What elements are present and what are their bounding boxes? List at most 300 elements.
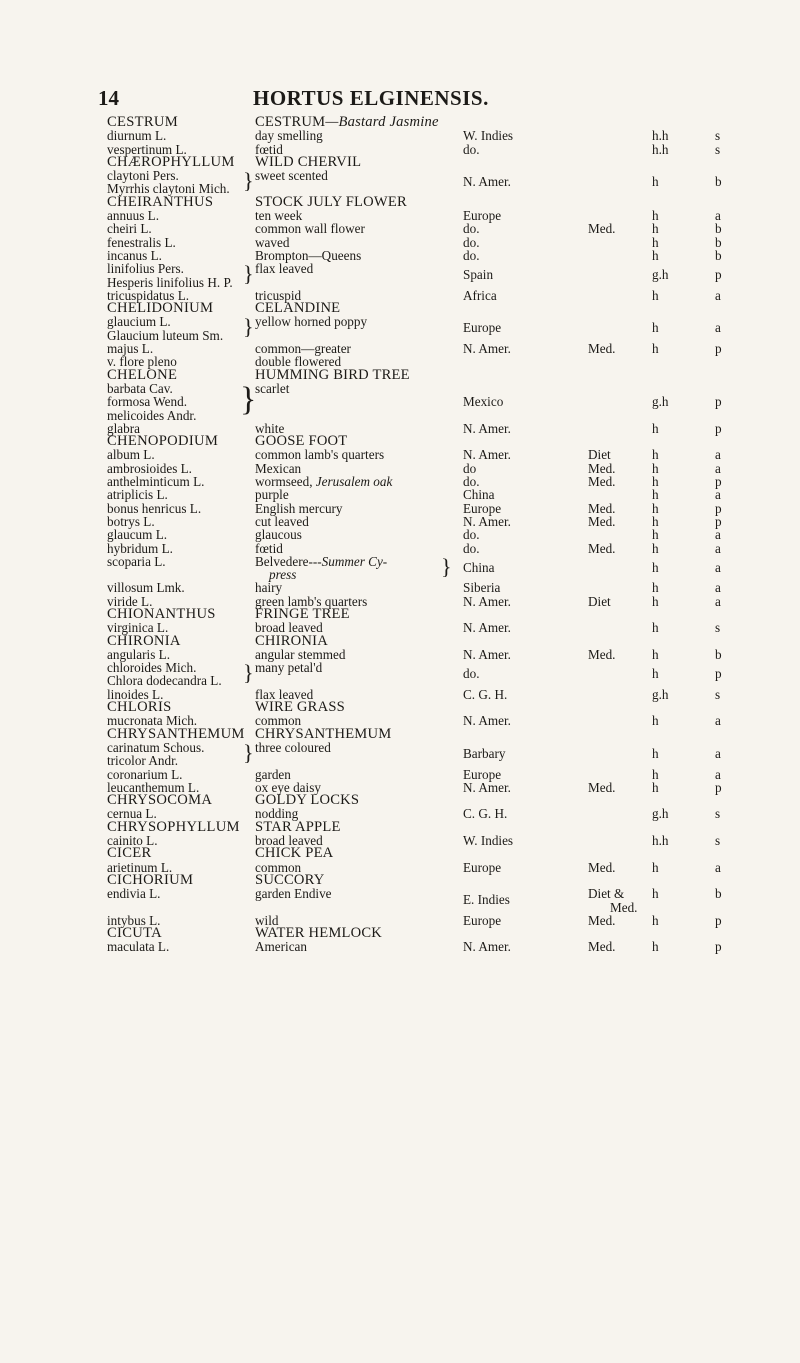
brace-mark: } bbox=[243, 261, 254, 287]
native-region: N. Amer. bbox=[463, 713, 511, 729]
species-row bbox=[0, 315, 800, 342]
genus-row bbox=[0, 605, 800, 622]
duration-code: g.h bbox=[652, 806, 669, 822]
native-region: N. Amer. bbox=[463, 420, 511, 436]
common-name-line bbox=[255, 555, 387, 568]
species-row bbox=[0, 741, 800, 768]
common-name-text: three coloured bbox=[255, 739, 331, 755]
uses: Med. bbox=[588, 513, 616, 529]
species-row bbox=[0, 488, 800, 501]
common-name-text: waved bbox=[255, 234, 290, 250]
duration-code: h bbox=[652, 287, 659, 303]
species-latin: cernua L. bbox=[107, 806, 157, 822]
habit-code: a bbox=[715, 540, 721, 556]
habit-code: p bbox=[715, 474, 722, 490]
species-latin: fenestralis L. bbox=[107, 234, 176, 250]
common-name-alt: press bbox=[269, 567, 297, 583]
native-region: E. Indies bbox=[463, 892, 510, 908]
common-name bbox=[255, 262, 313, 275]
species-row bbox=[0, 448, 800, 461]
duration-code: h bbox=[652, 460, 659, 476]
habit-code: b bbox=[715, 234, 722, 250]
common-name bbox=[255, 169, 328, 182]
species-latin: angularis L. bbox=[107, 646, 170, 662]
habit-code: p bbox=[715, 341, 722, 357]
genus-latin: CICHORIUM bbox=[107, 871, 194, 888]
common-name-text: ox eye daisy bbox=[255, 779, 321, 795]
uses-text: Med. bbox=[610, 899, 638, 915]
species-synonym: Myrrhis claytoni Mich. bbox=[107, 181, 230, 197]
genus-english bbox=[255, 116, 439, 129]
species-latin: album L. bbox=[107, 447, 155, 463]
uses: Med. bbox=[588, 912, 616, 928]
genus-english-name: GOLDY LOCKS bbox=[255, 792, 360, 809]
habit-code: a bbox=[715, 745, 721, 761]
duration-code: h bbox=[652, 447, 659, 463]
species-latin: botrys L. bbox=[107, 513, 155, 529]
species-row bbox=[0, 262, 800, 289]
duration-code: h bbox=[652, 912, 659, 928]
habit-code: p bbox=[715, 500, 722, 516]
genus-english-name: CELANDINE bbox=[255, 300, 341, 317]
common-name bbox=[255, 741, 331, 754]
brace-mark: } bbox=[243, 739, 254, 765]
native-region: do. bbox=[463, 141, 480, 157]
species-row bbox=[0, 648, 800, 661]
common-name bbox=[255, 222, 365, 235]
common-name bbox=[255, 515, 309, 528]
genus-english bbox=[255, 794, 359, 807]
common-name bbox=[255, 462, 301, 475]
common-name bbox=[255, 249, 361, 262]
common-name-text: white bbox=[255, 420, 285, 436]
habit-code: b bbox=[715, 886, 722, 902]
genus-row bbox=[0, 701, 800, 714]
species-row bbox=[0, 249, 800, 262]
common-name-text: common lamb's quarters bbox=[255, 447, 385, 463]
common-name bbox=[255, 448, 384, 461]
habit-code: a bbox=[715, 320, 721, 336]
common-name-text: wild bbox=[255, 912, 279, 928]
genus-english-name: CHICK PEA bbox=[255, 845, 334, 862]
habit-code: a bbox=[715, 447, 721, 463]
common-name bbox=[255, 236, 289, 249]
species-latin: cheiri L. bbox=[107, 221, 152, 237]
brace-mark: } bbox=[240, 380, 257, 418]
species-latin: virginica L. bbox=[107, 620, 169, 636]
species-row bbox=[0, 887, 800, 914]
duration-code: h bbox=[652, 779, 659, 795]
genus-latin: CESTRUM bbox=[107, 114, 179, 130]
species-latin: anthelminticum L. bbox=[107, 474, 205, 490]
genus-english bbox=[255, 605, 350, 622]
species-latin: bonus henricus L. bbox=[107, 500, 202, 516]
duration-code: h bbox=[652, 745, 659, 761]
genus-row bbox=[0, 116, 800, 129]
native-region: Spain bbox=[463, 267, 494, 283]
brace-mark: } bbox=[243, 660, 254, 686]
genus-row bbox=[0, 871, 800, 888]
duration-code: h bbox=[652, 320, 659, 336]
genus-latin: CICER bbox=[107, 845, 152, 862]
species-name: glaucium L. bbox=[107, 314, 171, 330]
running-head: HORTUS ELGINENSIS. bbox=[253, 86, 489, 110]
genus-row bbox=[0, 632, 800, 649]
species-latin: majus L. bbox=[107, 341, 154, 357]
duration-code: h bbox=[652, 208, 659, 224]
species-row bbox=[0, 515, 800, 528]
duration-code: h bbox=[652, 713, 659, 729]
species-row bbox=[0, 940, 800, 953]
species-row bbox=[0, 462, 800, 475]
duration-code: h bbox=[652, 766, 659, 782]
uses: Med. bbox=[588, 500, 616, 516]
common-name bbox=[255, 648, 345, 661]
common-name bbox=[255, 129, 323, 142]
common-name bbox=[255, 940, 307, 953]
habit-code: p bbox=[715, 393, 722, 409]
genus-english-name: STAR APPLE bbox=[255, 818, 341, 835]
common-name-text: hairy bbox=[255, 580, 283, 596]
common-name-text: flax leaved bbox=[255, 261, 314, 277]
genus-english-name: CESTRUM bbox=[255, 114, 326, 130]
species-latin: linoides L. bbox=[107, 686, 164, 702]
genus-row bbox=[0, 153, 800, 170]
common-name-text: common bbox=[255, 859, 302, 875]
habit-code: a bbox=[715, 593, 721, 609]
duration-code: h bbox=[652, 500, 659, 516]
native-region: W. Indies bbox=[463, 833, 514, 849]
duration-code: g.h bbox=[652, 686, 669, 702]
common-name bbox=[255, 475, 392, 488]
duration-code: h bbox=[652, 234, 659, 250]
common-name bbox=[255, 382, 289, 395]
duration-code: h bbox=[652, 247, 659, 263]
common-name bbox=[255, 555, 387, 582]
species-latin: scoparia L. bbox=[107, 553, 166, 569]
species-latin bbox=[107, 169, 230, 196]
habit-code: p bbox=[715, 420, 722, 436]
genus-english bbox=[255, 701, 345, 714]
species-latin: arietinum L. bbox=[107, 859, 173, 875]
genus-row bbox=[0, 818, 800, 835]
habit-code: s bbox=[715, 141, 721, 157]
common-name-text: American bbox=[255, 939, 307, 955]
page-number: 14 bbox=[98, 86, 119, 110]
species-row bbox=[0, 581, 800, 594]
common-name bbox=[255, 581, 282, 594]
genus-row bbox=[0, 435, 800, 448]
common-name-text: broad leaved bbox=[255, 833, 323, 849]
common-name-text: yellow horned poppy bbox=[255, 314, 368, 330]
common-name-text: nodding bbox=[255, 806, 299, 822]
genus-english-name: FRINGE TREE bbox=[255, 605, 350, 622]
duration-code: h bbox=[652, 487, 659, 503]
habit-code: a bbox=[715, 713, 721, 729]
common-name-text: double flowered bbox=[255, 354, 342, 370]
native-region: N. Amer. bbox=[463, 779, 511, 795]
species-latin bbox=[107, 315, 223, 342]
common-name-text: garden Endive bbox=[255, 886, 332, 902]
native-region: N. Amer. bbox=[463, 513, 511, 529]
common-name-text: scarlet bbox=[255, 380, 290, 396]
common-name-text: glaucous bbox=[255, 527, 302, 543]
duration-code: h bbox=[652, 580, 659, 596]
genus-latin: CICUTA bbox=[107, 925, 162, 942]
common-name-text: ten week bbox=[255, 208, 303, 224]
genus-english bbox=[255, 366, 410, 383]
native-region: do. bbox=[463, 247, 480, 263]
species-latin: glabra bbox=[107, 420, 140, 436]
species-name: claytoni Pers. bbox=[107, 168, 179, 184]
native-region: Europe bbox=[463, 766, 502, 782]
duration-code: h bbox=[652, 646, 659, 662]
genus-english bbox=[255, 818, 341, 835]
uses: Med. bbox=[588, 779, 616, 795]
genus-english bbox=[255, 847, 333, 860]
native-region: Europe bbox=[463, 320, 502, 336]
catalogue-list bbox=[0, 116, 800, 954]
common-name-text: sweet scented bbox=[255, 168, 328, 184]
species-row bbox=[0, 169, 800, 196]
uses: Diet bbox=[588, 447, 611, 463]
uses bbox=[588, 887, 637, 914]
page-header bbox=[0, 86, 800, 112]
genus-row bbox=[0, 366, 800, 383]
genus-english-name: STOCK JULY FLOWER bbox=[255, 193, 407, 210]
genus-english-name: GOOSE FOOT bbox=[255, 433, 348, 450]
habit-code: p bbox=[715, 779, 722, 795]
species-latin: annuus L. bbox=[107, 208, 160, 224]
common-name-text: common bbox=[255, 713, 302, 729]
genus-english-name: WILD CHERVIL bbox=[255, 153, 362, 170]
genus-latin: CHEIRANTHUS bbox=[107, 193, 214, 210]
native-region: N. Amer. bbox=[463, 646, 511, 662]
genus-english bbox=[255, 927, 382, 940]
species-row bbox=[0, 209, 800, 222]
species-latin: diurnum L. bbox=[107, 128, 167, 144]
common-name-text: broad leaved bbox=[255, 620, 323, 636]
native-region: do. bbox=[463, 527, 480, 543]
uses: Med. bbox=[588, 859, 616, 875]
duration-code: h bbox=[652, 221, 659, 237]
species-synonym: Hesperis linifolius H. P. bbox=[107, 274, 233, 290]
habit-code: p bbox=[715, 939, 722, 955]
uses: Med. bbox=[588, 341, 616, 357]
habit-code: s bbox=[715, 128, 721, 144]
species-latin bbox=[107, 262, 233, 289]
habit-code: s bbox=[715, 620, 721, 636]
species-row bbox=[0, 475, 800, 488]
duration-code: h.h bbox=[652, 141, 669, 157]
species-latin: endivia L. bbox=[107, 886, 161, 902]
native-region: China bbox=[463, 487, 495, 503]
native-region: Europe bbox=[463, 912, 502, 928]
common-name bbox=[255, 528, 302, 541]
duration-code: h bbox=[652, 420, 659, 436]
genus-english-alt: —Bastard Jasmine bbox=[325, 114, 439, 130]
genus-row bbox=[0, 302, 800, 315]
duration-code: h bbox=[652, 559, 659, 575]
habit-code: b bbox=[715, 646, 722, 662]
common-name-text: English mercury bbox=[255, 500, 343, 516]
species-latin: villosum Lmk. bbox=[107, 580, 185, 596]
uses: Med. bbox=[588, 540, 616, 556]
common-name-text: purple bbox=[255, 487, 289, 503]
habit-code: s bbox=[715, 806, 721, 822]
common-name bbox=[255, 209, 302, 222]
native-region: N. Amer. bbox=[463, 620, 511, 636]
habit-code: b bbox=[715, 221, 722, 237]
habit-code: a bbox=[715, 766, 721, 782]
genus-english bbox=[255, 153, 362, 170]
native-region: N. Amer. bbox=[463, 593, 511, 609]
duration-code: h bbox=[652, 939, 659, 955]
common-name-text: wormseed, bbox=[255, 474, 316, 490]
common-name-text: day smelling bbox=[255, 128, 323, 144]
uses: Med. bbox=[588, 460, 616, 476]
species-name: carinatum Schous. bbox=[107, 739, 205, 755]
species-row bbox=[0, 382, 800, 422]
uses: Med. bbox=[588, 474, 616, 490]
habit-code: a bbox=[715, 527, 721, 543]
duration-code: g.h bbox=[652, 393, 669, 409]
species-latin: mucronata Mich. bbox=[107, 713, 198, 729]
species-latin: glaucum L. bbox=[107, 527, 168, 543]
common-name-text: Brompton—Queens bbox=[255, 247, 362, 263]
native-region: C. G. H. bbox=[463, 686, 508, 702]
uses: Med. bbox=[588, 646, 616, 662]
genus-row bbox=[0, 725, 800, 742]
common-name bbox=[255, 315, 367, 328]
genus-english bbox=[255, 435, 347, 448]
common-name-text: tricuspid bbox=[255, 287, 302, 303]
habit-code: p bbox=[715, 666, 722, 682]
species-latin bbox=[107, 661, 222, 688]
species-row bbox=[0, 542, 800, 555]
genus-english-name: WATER HEMLOCK bbox=[255, 925, 383, 942]
species-latin bbox=[107, 741, 204, 768]
species-row bbox=[0, 236, 800, 249]
genus-english bbox=[255, 725, 392, 742]
species-latin: tricuspidatus L. bbox=[107, 287, 190, 303]
genus-latin: CHENOPODIUM bbox=[107, 433, 219, 450]
native-region: N. Amer. bbox=[463, 939, 511, 955]
common-name bbox=[255, 542, 283, 555]
species-synonym: Glaucium luteum Sm. bbox=[107, 327, 224, 343]
common-name-text: Mexican bbox=[255, 460, 302, 476]
common-name bbox=[255, 488, 289, 501]
duration-code: h bbox=[652, 540, 659, 556]
native-region: Europe bbox=[463, 208, 502, 224]
native-region: do bbox=[463, 460, 477, 476]
species-name: formosa Wend. bbox=[107, 394, 187, 410]
species-latin: viride L. bbox=[107, 593, 153, 609]
native-region: Africa bbox=[463, 287, 497, 303]
common-name-text: common—greater bbox=[255, 341, 351, 357]
genus-english-name: CHRYSANTHEMUM bbox=[255, 725, 392, 742]
native-region: China bbox=[463, 559, 495, 575]
species-latin: cainito L. bbox=[107, 833, 158, 849]
native-region: N. Amer. bbox=[463, 447, 511, 463]
species-name: barbata Cav. bbox=[107, 380, 173, 396]
native-region: Europe bbox=[463, 859, 502, 875]
species-latin: v. flore pleno bbox=[107, 354, 177, 370]
common-name-text: Belvedere--- bbox=[255, 553, 322, 569]
species-latin: incanus L. bbox=[107, 247, 162, 263]
duration-code: h bbox=[652, 859, 659, 875]
native-region: N. Amer. bbox=[463, 174, 511, 190]
common-name-text: common wall flower bbox=[255, 221, 365, 237]
species-synonym: Chlora dodecandra L. bbox=[107, 673, 222, 689]
species-row bbox=[0, 555, 800, 582]
genus-latin: CHRYSANTHEMUM bbox=[107, 725, 245, 742]
genus-latin: CHRYSOPHYLLUM bbox=[107, 818, 240, 835]
uses: Med. bbox=[588, 939, 616, 955]
genus-row bbox=[0, 794, 800, 807]
habit-code: s bbox=[715, 833, 721, 849]
common-name-text: angular stemmed bbox=[255, 646, 346, 662]
habit-code: a bbox=[715, 487, 721, 503]
habit-code: a bbox=[715, 460, 721, 476]
uses-text: Diet & bbox=[588, 886, 625, 902]
common-name bbox=[255, 342, 351, 355]
genus-english bbox=[255, 302, 340, 315]
genus-latin: CHIRONIA bbox=[107, 632, 181, 649]
habit-code: a bbox=[715, 559, 721, 575]
duration-code: g.h bbox=[652, 267, 669, 283]
species-latin: vespertinum L. bbox=[107, 141, 187, 157]
common-name-text: cut leaved bbox=[255, 513, 309, 529]
duration-code: h.h bbox=[652, 833, 669, 849]
native-region: Europe bbox=[463, 500, 502, 516]
species-row bbox=[0, 502, 800, 515]
species-latin: leucanthemum L. bbox=[107, 779, 200, 795]
native-region: do. bbox=[463, 474, 480, 490]
common-name bbox=[255, 502, 343, 515]
genus-row bbox=[0, 193, 800, 210]
genus-english bbox=[255, 871, 325, 888]
native-region: do. bbox=[463, 221, 480, 237]
duration-code: h bbox=[652, 513, 659, 529]
genus-latin: CHELIDONIUM bbox=[107, 300, 214, 317]
genus-latin: CHLORIS bbox=[107, 699, 172, 716]
genus-english-name: SUCCORY bbox=[255, 871, 325, 888]
species-name: chloroides Mich. bbox=[107, 660, 197, 676]
duration-code: h bbox=[652, 593, 659, 609]
species-row bbox=[0, 342, 800, 355]
species-row bbox=[0, 129, 800, 142]
habit-code: p bbox=[715, 267, 722, 283]
native-region: do. bbox=[463, 666, 480, 682]
common-name-text: many petal'd bbox=[255, 660, 323, 676]
species-latin bbox=[107, 382, 196, 422]
common-name bbox=[255, 887, 332, 900]
duration-code: h bbox=[652, 174, 659, 190]
duration-code: h bbox=[652, 666, 659, 682]
common-name-text: garden bbox=[255, 766, 291, 782]
common-name bbox=[255, 661, 322, 674]
species-row bbox=[0, 222, 800, 235]
native-region: Mexico bbox=[463, 393, 504, 409]
species-latin: atriplicis L. bbox=[107, 487, 168, 503]
common-name-text: flax leaved bbox=[255, 686, 314, 702]
genus-english bbox=[255, 632, 328, 649]
habit-code: a bbox=[715, 859, 721, 875]
habit-code: a bbox=[715, 208, 721, 224]
common-name-text: green lamb's quarters bbox=[255, 593, 368, 609]
habit-code: b bbox=[715, 174, 722, 190]
